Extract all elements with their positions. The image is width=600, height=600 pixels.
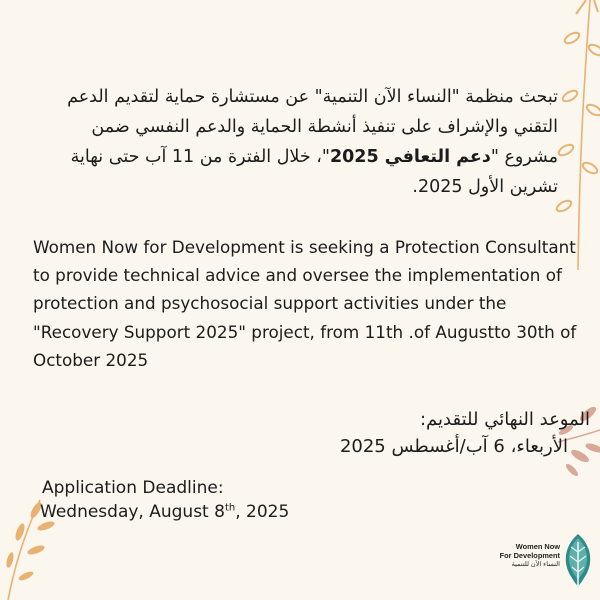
arabic-project-name: دعم التعافي 2025 (329, 147, 491, 168)
english-deadline-label: Application Deadline: (42, 478, 224, 498)
arabic-intro-text-start: تبحث منظمة "النساء الآن التنمية" عن مستشارة حماية لتقديم الدعم التقني والإشراف على تنفيذ أنشطة الحماية والدعم النفسي ضمن مشروع " (67, 87, 558, 168)
logo-line-2: For Development (499, 550, 560, 560)
english-deadline-date (40, 500, 289, 524)
arabic-deadline-date: الأربعاء، 6 آب/أغسطس 2025 (339, 436, 568, 457)
women-now-logo (486, 532, 596, 592)
english-deadline-date-prefix: Wednesday, August 8 (40, 502, 225, 523)
arabic-deadline-label: الموعد النهائي للتقديم: (419, 409, 590, 430)
english-deadline-block (42, 476, 289, 524)
logo-line-3-arabic: النساء الآن للتنمية (511, 560, 560, 568)
english-intro-paragraph: Women Now for Development is seeking a Protection Consultant to provide technical advice and oversee the implementation of protection and psychosocial support activities under the "Recovery Support 2025" project, from 11th .of Augustto 30th of October 2025 (33, 237, 577, 370)
arabic-intro-text-end: "، خلال الفترة من 11 آب حتى نهاية تشرين الأول 2025. (70, 147, 558, 198)
logo-leaf-icon (560, 532, 596, 590)
logo-text (500, 543, 560, 569)
arabic-deadline-block (300, 406, 590, 460)
english-deadline-date-year: , 2025 (235, 502, 290, 523)
logo-line-1: Women Now (515, 542, 560, 551)
english-deadline-date-sup: th (224, 502, 236, 514)
arabic-intro-paragraph (40, 82, 558, 202)
